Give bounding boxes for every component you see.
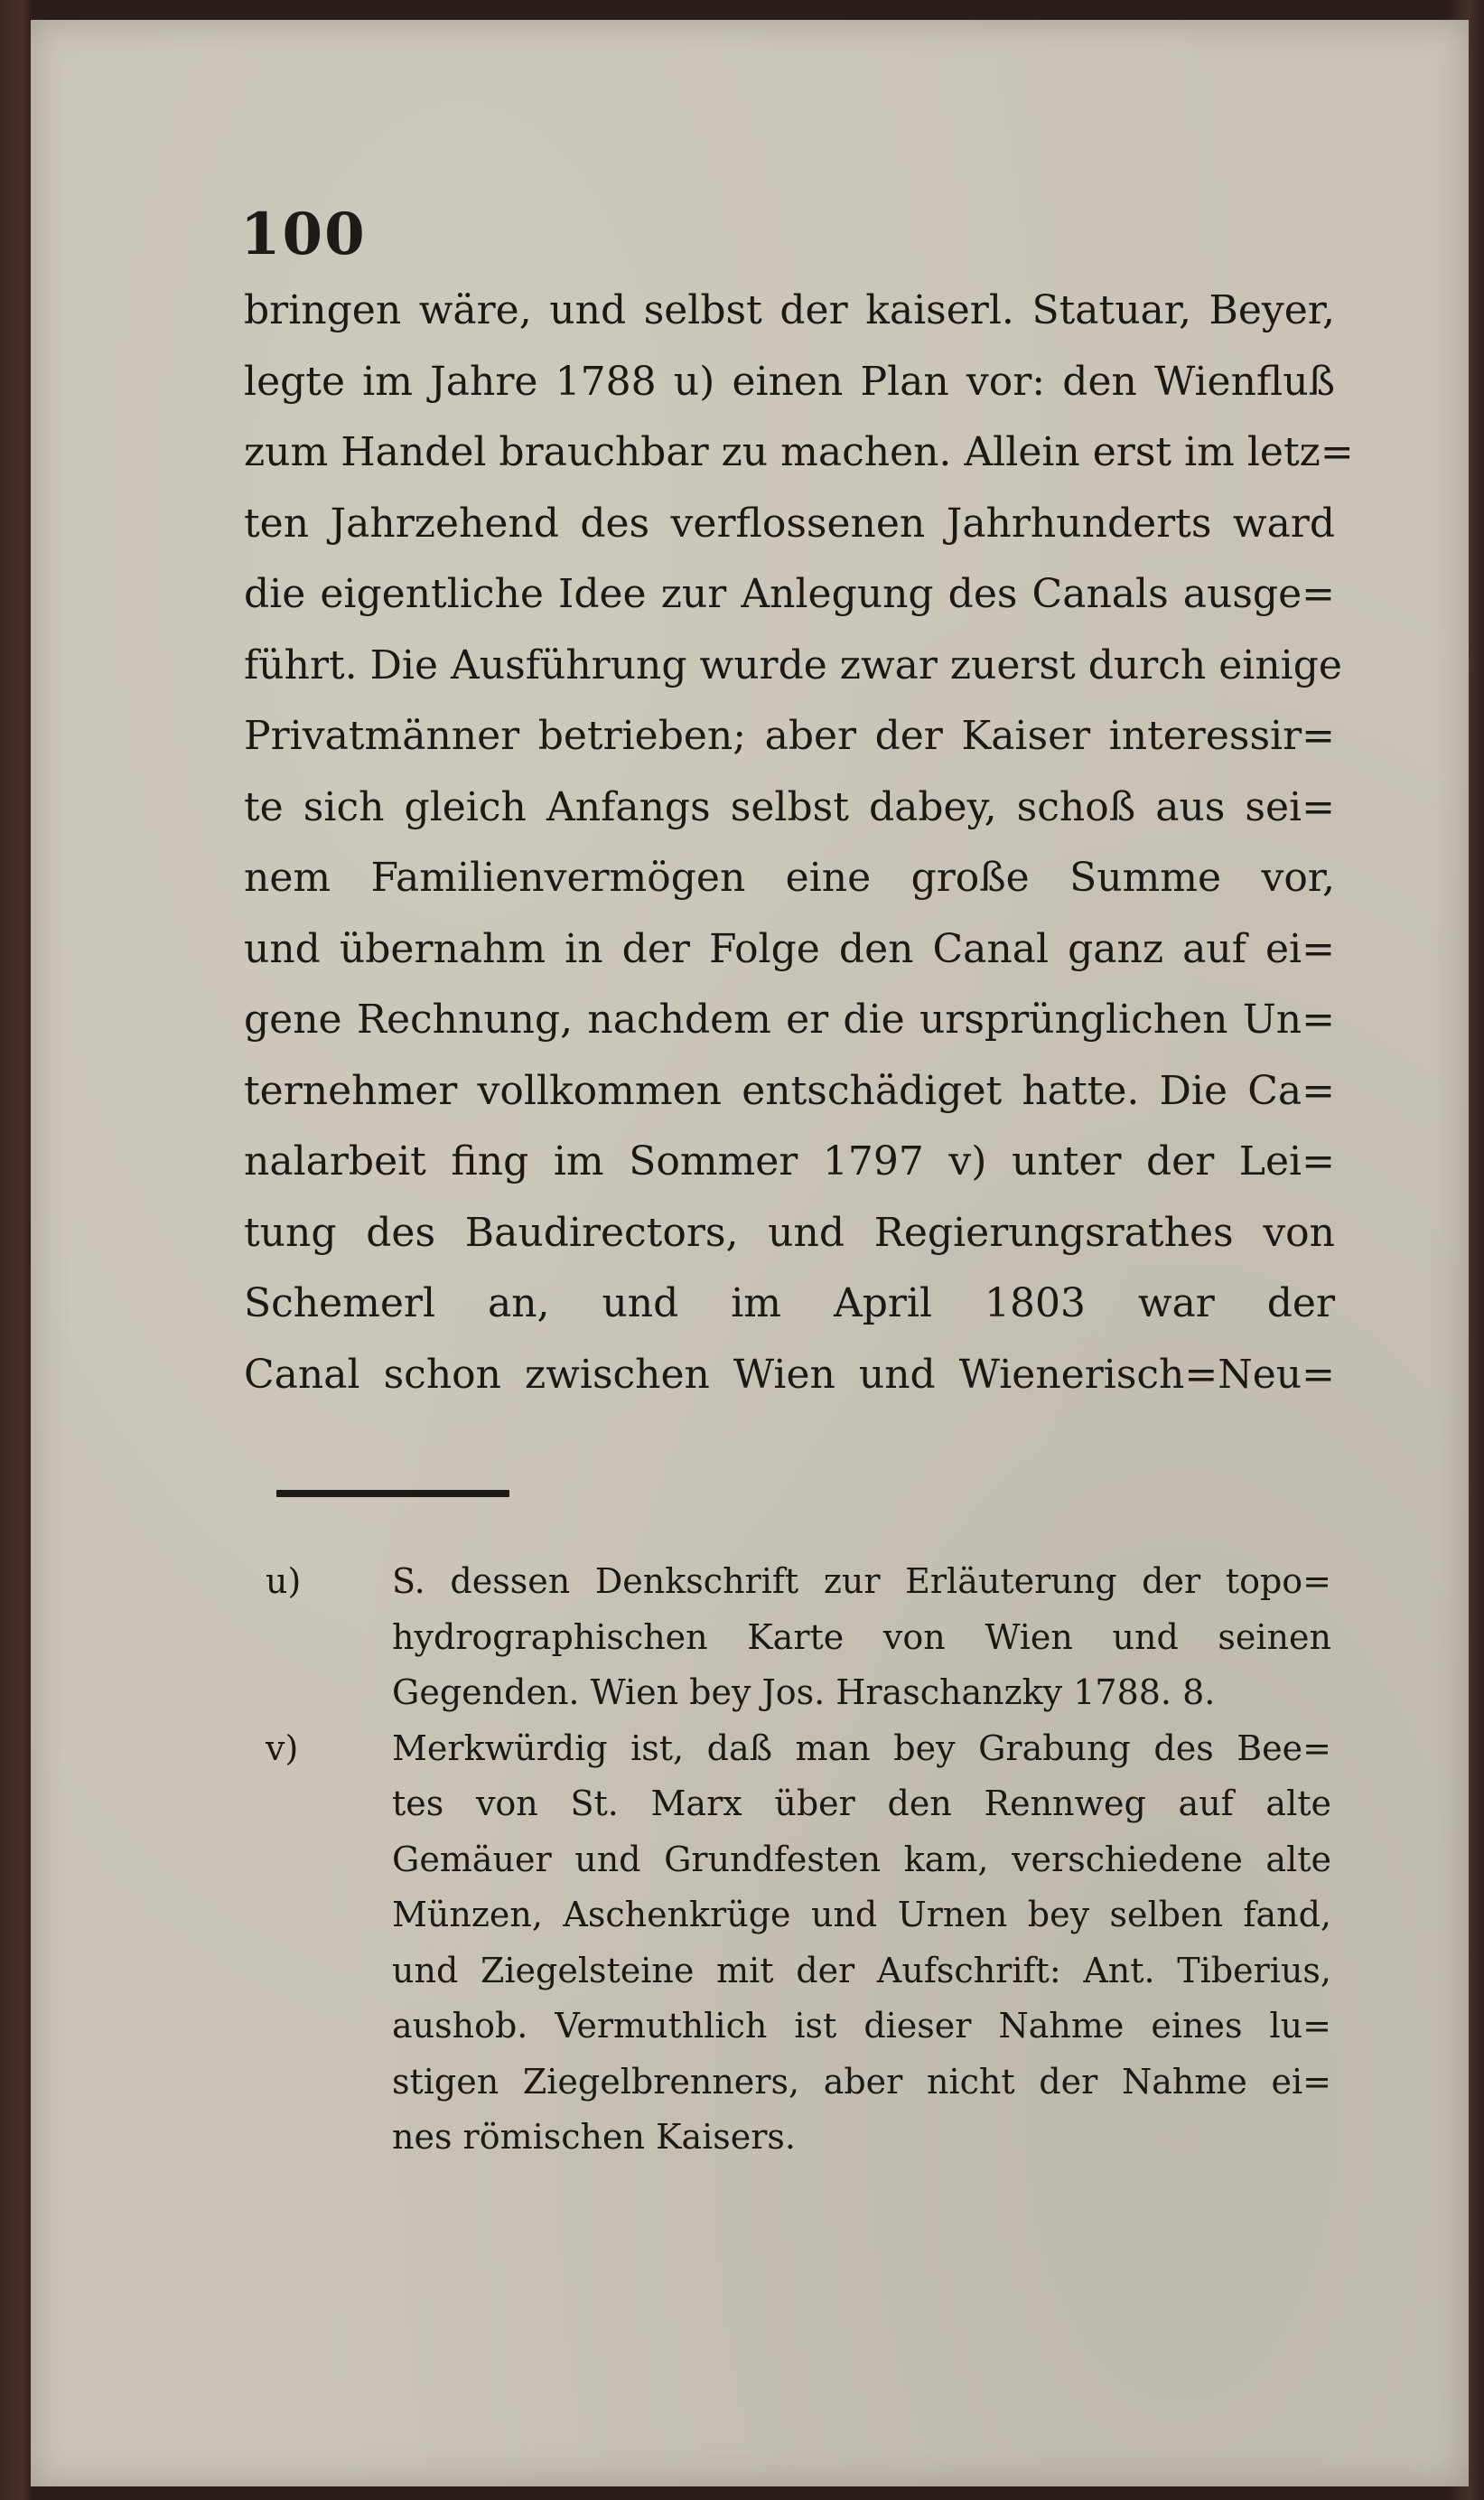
- text-line: Schemerl an, und im April 1803 war der: [244, 1280, 1335, 1326]
- footnote-line: nes römischen Kaisers.: [392, 2117, 797, 2157]
- text-line: Canal schon zwischen Wien und Wienerisch=Neu=: [244, 1351, 1335, 1398]
- footnote-line: tes von St. Marx über den Rennweg auf alte: [392, 1784, 1331, 1823]
- text-line: führt. Die Ausführung wurde zwar zuerst durch einige: [244, 641, 1342, 688]
- text-line: nalarbeit fing im Sommer 1797 v) unter der Lei=: [244, 1138, 1335, 1184]
- footnote-v: [266, 1721, 1331, 1777]
- footnote-line: Gegenden. Wien bey Jos. Hraschanzky 1788. 8.: [392, 1672, 1216, 1712]
- footnote-label: u): [266, 1561, 302, 1601]
- footnote-line: Gemäuer und Grundfesten kam, verschiedene alte: [392, 1839, 1331, 1879]
- text-line: ternehmer vollkommen entschädiget hatte. Die Ca=: [244, 1067, 1335, 1114]
- page-number: 100: [240, 201, 367, 268]
- main-text: [244, 276, 1354, 1410]
- text-line: legte im Jahre 1788 u) einen Plan vor: den Wienfluß: [244, 358, 1335, 405]
- footnote-line: Merkwürdig ist, daß man bey Grabung des Bee=: [392, 1728, 1331, 1768]
- footnote-u: [266, 1554, 1331, 1610]
- text-line: zum Handel brauchbar zu machen. Allein erst im letz=: [244, 429, 1354, 475]
- footnote-separator: [276, 1490, 509, 1497]
- footnote-line: aushob. Vermuthlich ist dieser Nahme eines lu=: [392, 2006, 1331, 2046]
- text-line: nem Familienvermögen eine große Summe vor,: [244, 855, 1335, 901]
- text-line: gene Rechnung, nachdem er die ursprünglichen Un=: [244, 997, 1335, 1043]
- text-line: Privatmänner betrieben; aber der Kaiser interessir=: [244, 713, 1335, 759]
- book-page: [31, 20, 1469, 2486]
- footnotes: [266, 1554, 1331, 2166]
- text-line: die eigentliche Idee zur Anlegung des Canals ausge=: [244, 571, 1335, 617]
- text-line: te sich gleich Anfangs selbst dabey, schoß aus sei=: [244, 783, 1335, 830]
- footnote-line: Münzen, Aschenkrüge und Urnen bey selben fand,: [392, 1895, 1331, 1934]
- footnote-label: v): [266, 1728, 299, 1768]
- footnote-line: S. dessen Denkschrift zur Erläuterung der topo=: [392, 1561, 1331, 1601]
- text-line: bringen wäre, und selbst der kaiserl. Statuar, Beyer,: [244, 287, 1335, 333]
- text-line: und übernahm in der Folge den Canal ganz auf ei=: [244, 925, 1335, 972]
- text-line: tung des Baudirectors, und Regierungsrathes von: [244, 1209, 1335, 1256]
- footnote-line: stigen Ziegelbrenners, aber nicht der Nahme ei=: [392, 2061, 1331, 2102]
- footnote-line: und Ziegelsteine mit der Aufschrift: Ant. Tiberius,: [392, 1950, 1331, 1990]
- footnote-line: hydrographischen Karte von Wien und seinen: [392, 1616, 1331, 1657]
- text-line: ten Jahrzehend des verflossenen Jahrhunderts ward: [244, 500, 1335, 547]
